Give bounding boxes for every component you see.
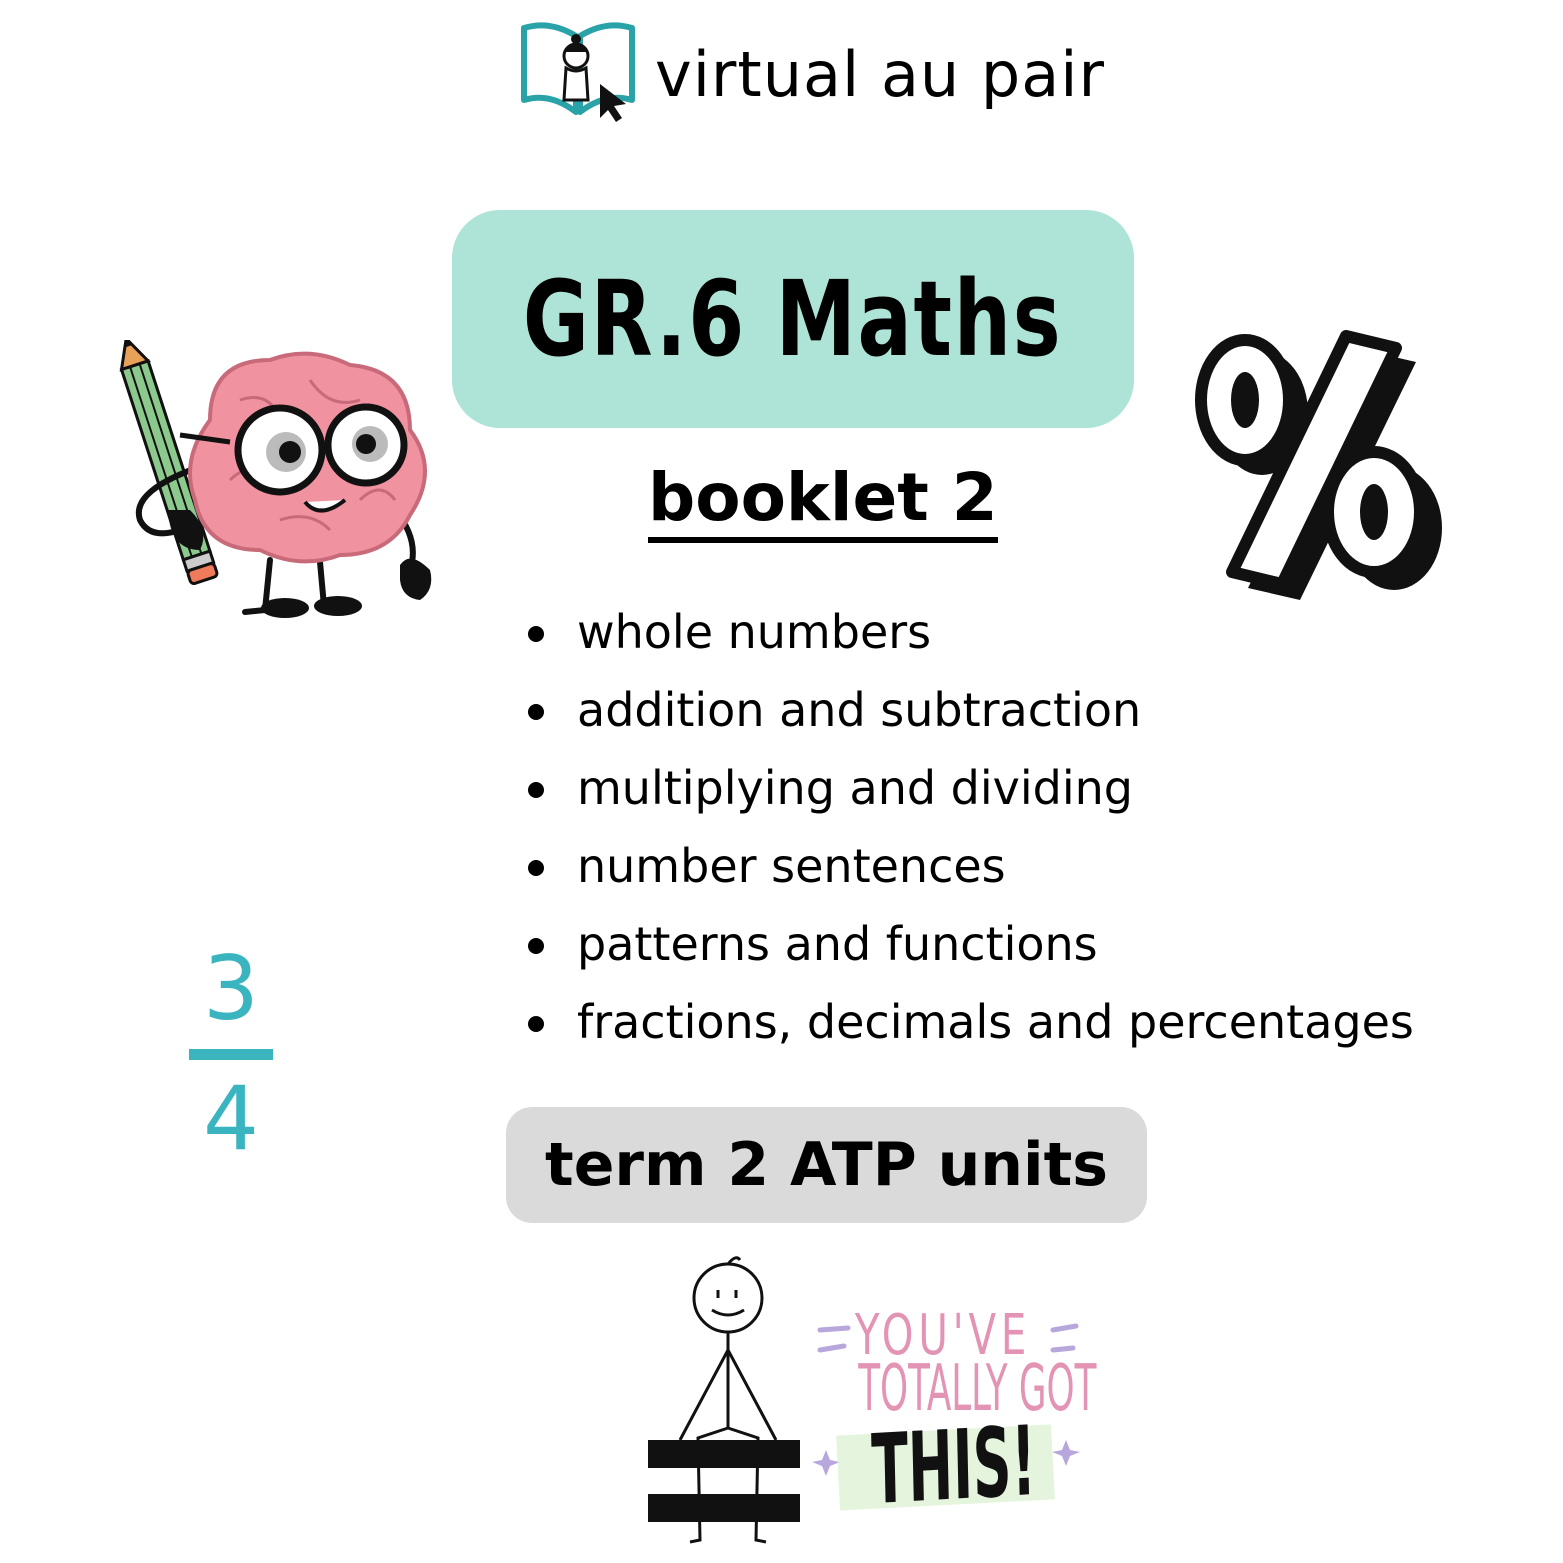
list-item	[520, 759, 1414, 837]
list-item	[520, 993, 1414, 1071]
booklet-subtitle: booklet 2	[648, 462, 998, 543]
motto-line-3: THIS!	[870, 1404, 1037, 1527]
fraction-bar	[189, 1049, 273, 1060]
book-logo-icon	[518, 22, 642, 122]
topic-label: fractions, decimals and percentages	[577, 995, 1414, 1049]
title-banner	[452, 210, 1134, 428]
stick-figure-sitting-on-equals-icon	[640, 1250, 815, 1550]
term-banner	[506, 1107, 1147, 1223]
term-label: term 2 ATP units	[545, 1130, 1108, 1200]
list-item	[520, 603, 1414, 681]
motto-line-1: YOU'VE	[854, 1303, 1032, 1368]
bullet-icon	[528, 626, 544, 642]
bullet-icon	[528, 1016, 544, 1032]
fraction-decoration	[185, 935, 277, 1175]
motto-line-2: TOTALLY GOT	[858, 1352, 1097, 1426]
topic-label: whole numbers	[577, 605, 932, 659]
page-title: GR.6 Maths	[523, 258, 1063, 380]
bullet-icon	[528, 782, 544, 798]
topic-label: multiplying and dividing	[577, 761, 1133, 815]
list-item	[520, 915, 1414, 993]
topics-list	[520, 603, 1414, 1071]
list-item	[520, 837, 1414, 915]
bullet-icon	[528, 860, 544, 876]
bullet-icon	[528, 704, 544, 720]
bullet-icon	[528, 938, 544, 954]
brand-name: virtual au pair	[655, 38, 1105, 111]
list-item	[520, 681, 1414, 759]
fraction-denominator: 4	[203, 1067, 259, 1170]
fraction-numerator: 3	[203, 937, 259, 1040]
topic-label: number sentences	[577, 839, 1006, 893]
topic-label: patterns and functions	[577, 917, 1098, 971]
brain-with-pencil-icon	[110, 340, 445, 625]
percent-icon	[1190, 328, 1460, 608]
topic-label: addition and subtraction	[577, 683, 1142, 737]
